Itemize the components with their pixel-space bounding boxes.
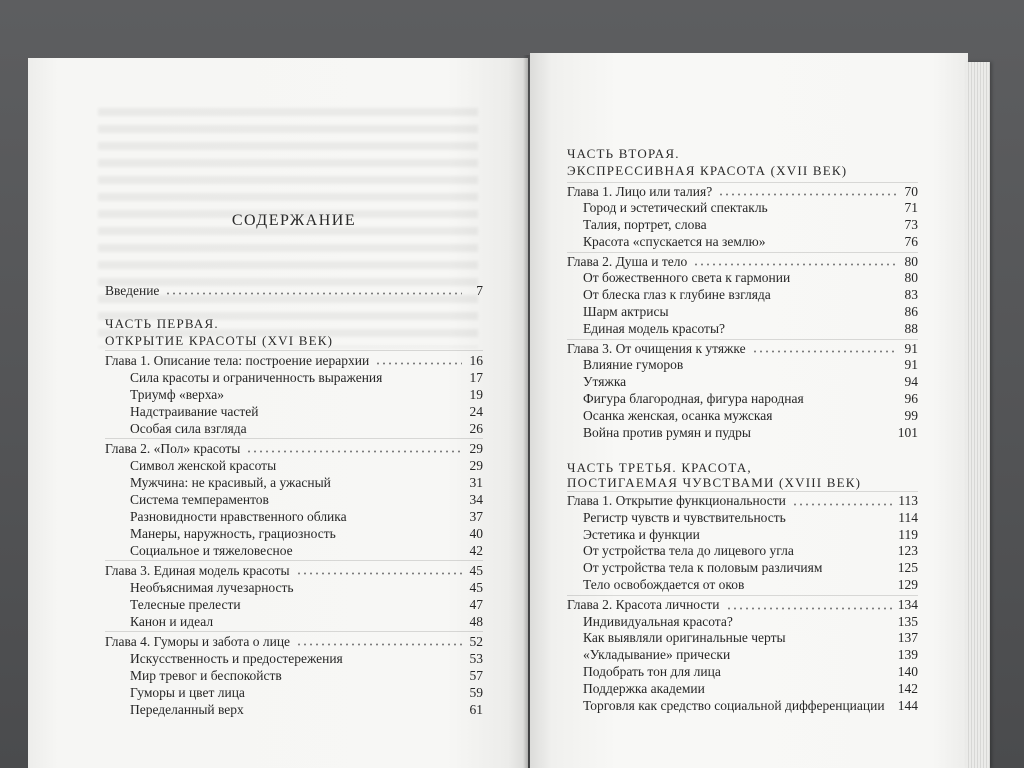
- entry-title: Глава 2. Красота личности: [567, 596, 720, 612]
- right-page: [530, 53, 968, 768]
- toc-subsection-entry: [567, 408, 918, 425]
- toc-subsection-entry: [567, 681, 918, 698]
- entry-title: Поддержка академии: [583, 680, 705, 696]
- toc-sections: [567, 145, 918, 715]
- entry-title: Переделанный верх: [130, 701, 244, 717]
- toc-chapter-entry: [105, 352, 483, 369]
- entry-title: Красота «спускается на землю»: [583, 233, 766, 249]
- entry-spacer: [891, 707, 893, 710]
- entry-title: Надстраивание частей: [130, 403, 259, 419]
- page-number: 139: [897, 647, 918, 663]
- entry-title: Сила красоты и ограниченность выражения: [130, 369, 383, 385]
- entry-title: Мужчина: не красивый, а ужасный: [130, 474, 331, 490]
- entry-title: Глава 3. От очищения к утяжке: [567, 340, 746, 356]
- toc-subsection-entry: [105, 386, 483, 403]
- toc-part-section: [567, 145, 918, 442]
- entry-spacer: [632, 384, 897, 387]
- entry-spacer: [750, 587, 892, 590]
- page-number: 16: [469, 352, 483, 368]
- toc-subsection-entry: [567, 614, 918, 631]
- page-number: 70: [904, 183, 918, 199]
- entry-spacer: [265, 413, 462, 416]
- entry-spacer: [275, 501, 462, 504]
- page-number: 86: [904, 304, 918, 320]
- dot-leader: [246, 450, 462, 453]
- toc-sections: [105, 315, 483, 718]
- left-toc: [105, 210, 483, 718]
- page-number: 53: [469, 650, 483, 666]
- entry-title: Единая модель красоты?: [583, 320, 726, 336]
- entry-spacer: [810, 401, 897, 404]
- toc-subsection-entry: [105, 403, 483, 420]
- entry-title: Фигура благородная, фигура народная: [583, 391, 804, 407]
- toc-subsection-entry: [567, 698, 918, 715]
- entry-title: Влияние гуморов: [583, 357, 684, 373]
- toc-subsection-entry: [105, 579, 483, 596]
- entry-title: Мир тревог и беспокойств: [130, 667, 282, 683]
- toc-subsection-entry: [567, 304, 918, 321]
- entry-title: Глава 2. «Пол» красоты: [105, 440, 241, 456]
- entry-title: Регистр чувств и чувствительность: [583, 509, 786, 525]
- entry-spacer: [219, 623, 462, 626]
- entry-spacer: [771, 244, 897, 247]
- part-heading-line: ЧАСТЬ ВТОРАЯ.: [567, 145, 680, 161]
- entry-title: Особая сила взгляда: [130, 420, 247, 436]
- toc-subsection-entry: [567, 321, 918, 338]
- page-number: 24: [469, 403, 483, 419]
- toc-subsection-entry: [567, 357, 918, 374]
- part-heading: [567, 460, 918, 490]
- toc-subsection-entry: [567, 664, 918, 681]
- entry-spacer: [247, 606, 462, 609]
- entry-title: Осанка женская, осанка мужская: [583, 407, 773, 423]
- dot-leader: [296, 643, 462, 646]
- toc-subsection-entry: [567, 647, 918, 664]
- entry-spacer: [711, 691, 893, 694]
- entry-title: Подобрать тон для лица: [583, 663, 721, 679]
- entry-title: Глава 3. Единая модель красоты: [105, 562, 290, 578]
- toc-subsection-entry: [567, 234, 918, 251]
- entry-spacer: [251, 694, 462, 697]
- toc-subsection-entry: [567, 543, 918, 560]
- right-toc: [567, 145, 918, 715]
- page-number: 142: [897, 680, 918, 696]
- entry-spacer: [689, 367, 897, 370]
- entry-spacer: [736, 657, 893, 660]
- page-number: 144: [897, 697, 918, 713]
- entry-spacer: [300, 589, 462, 592]
- toc-chapter-entry: [105, 633, 483, 650]
- dot-leader: [165, 292, 462, 295]
- toc-subsection-entry: [567, 374, 918, 391]
- entry-spacer: [288, 677, 462, 680]
- part-heading-line: ОТКРЫТИЕ КРАСОТЫ (XVI ВЕК): [105, 332, 334, 348]
- entry-spacer: [800, 553, 893, 556]
- page-number: 19: [469, 386, 483, 402]
- page-number: 114: [898, 509, 918, 525]
- entry-title: Необъяснимая лучезарность: [130, 579, 294, 595]
- part-heading-line: ЧАСТЬ ТРЕТЬЯ. КРАСОТА,: [567, 459, 752, 475]
- entry-title: Телесные прелести: [130, 596, 241, 612]
- entry-spacer: [253, 430, 462, 433]
- toc-subsection-entry: [105, 525, 483, 542]
- entry-spacer: [250, 711, 462, 714]
- page-number: 34: [469, 491, 483, 507]
- part-heading-line: ЧАСТЬ ПЕРВАЯ.: [105, 315, 219, 331]
- toc-chapter-entry: [567, 254, 918, 271]
- page-number: 48: [469, 613, 483, 629]
- entry-spacer: [342, 535, 462, 538]
- page-number: 7: [476, 282, 483, 298]
- entry-title: Индивидуальная красота?: [583, 613, 733, 629]
- toc-subsection-entry: [567, 510, 918, 527]
- page-number: 91: [904, 357, 918, 373]
- entry-spacer: [731, 331, 897, 334]
- entry-title: Как выявляли оригинальные черты: [583, 630, 786, 646]
- entry-title: Глава 2. Душа и тело: [567, 253, 688, 269]
- entry-spacer: [299, 552, 462, 555]
- entry-spacer: [777, 297, 897, 300]
- toc-subsection-entry: [105, 701, 483, 718]
- page-number: 83: [904, 287, 918, 303]
- toc-subsection-entry: [105, 491, 483, 508]
- toc-subsection-entry: [567, 527, 918, 544]
- toc-subsection-entry: [567, 217, 918, 234]
- page-number: 76: [904, 233, 918, 249]
- page-number: 80: [904, 253, 918, 269]
- toc-subsection-entry: [105, 650, 483, 667]
- toc-subsection-entry: [567, 425, 918, 442]
- page-number: 134: [897, 596, 918, 612]
- entry-title: Эстетика и функции: [583, 526, 700, 542]
- page-number: 57: [469, 667, 483, 683]
- toc-chapter-entry: [105, 562, 483, 579]
- page-number: 101: [897, 424, 918, 440]
- toc-subsection-entry: [105, 474, 483, 491]
- entry-spacer: [388, 379, 462, 382]
- page-number: 37: [469, 508, 483, 524]
- entry-title: Система темпераментов: [130, 491, 269, 507]
- entry-spacer: [337, 484, 462, 487]
- entry-title: Глава 1. Описание тела: построение иерархии: [105, 352, 370, 368]
- page-number: 88: [904, 320, 918, 336]
- entry-title: Манеры, наружность, грациозность: [130, 525, 336, 541]
- entry-spacer: [796, 280, 897, 283]
- entry-title: Разновидности нравственного облика: [130, 508, 347, 524]
- page-number: 40: [469, 525, 483, 541]
- entry-title: «Укладывание» прически: [583, 647, 731, 663]
- entry-spacer: [792, 640, 893, 643]
- entry-title: Шарм актрисы: [583, 304, 669, 320]
- page-number: 129: [897, 576, 918, 592]
- entry-title: Торговля как средство социальной дифференциации: [583, 697, 885, 713]
- entry-spacer: [757, 434, 893, 437]
- page-number: 94: [904, 374, 918, 390]
- toc-subsection-entry: [567, 200, 918, 217]
- toc-subsection-entry: [105, 542, 483, 559]
- toc-subsection-entry: [567, 270, 918, 287]
- entry-spacer: [713, 227, 897, 230]
- dot-leader: [726, 607, 893, 610]
- entry-title: Глава 4. Гуморы и забота о лице: [105, 633, 291, 649]
- entry-title: Война против румян и пудры: [583, 424, 751, 440]
- entry-title: Социальное и тяжеловесное: [130, 542, 293, 558]
- entry-title: Город и эстетический спектакль: [583, 200, 768, 216]
- toc-subsection-entry: [105, 420, 483, 437]
- page-number: 31: [469, 474, 483, 490]
- dot-leader: [375, 362, 462, 365]
- page-number: 80: [904, 270, 918, 286]
- entry-title: Канон и идеал: [130, 613, 214, 629]
- toc-chapter-entry: [567, 493, 918, 510]
- page-number: 135: [897, 613, 918, 629]
- page-number: 29: [469, 457, 483, 473]
- toc-entry-introduction: [105, 282, 483, 299]
- toc-subsection-entry: [105, 508, 483, 525]
- page-number: 113: [898, 492, 918, 508]
- part-heading: [105, 315, 483, 349]
- page-number: 73: [904, 217, 918, 233]
- entry-spacer: [727, 674, 893, 677]
- dot-leader: [296, 572, 462, 575]
- page-number: 47: [469, 596, 483, 612]
- toc-subsection-entry: [567, 630, 918, 647]
- entry-spacer: [828, 570, 892, 573]
- entry-title: Символ женской красоты: [130, 457, 277, 473]
- page-title: СОДЕРЖАНИЕ: [231, 212, 357, 229]
- entry-spacer: [353, 518, 462, 521]
- entry-title: От устройства тела к половым различиям: [583, 560, 823, 576]
- entry-spacer: [230, 396, 462, 399]
- entry-title: От устройства тела до лицевого угла: [583, 543, 794, 559]
- toc-subsection-entry: [105, 369, 483, 386]
- entry-title: От божественного света к гармонии: [583, 270, 791, 286]
- entry-title: Триумф «верха»: [130, 386, 225, 402]
- entry-spacer: [706, 536, 893, 539]
- toc-subsection-entry: [105, 596, 483, 613]
- page-number: 45: [469, 579, 483, 595]
- page-number: 99: [904, 407, 918, 423]
- toc-subsection-entry: [105, 667, 483, 684]
- toc-chapter-entry: [567, 341, 918, 358]
- dot-leader: [752, 350, 897, 353]
- toc-chapter-entry: [105, 440, 483, 457]
- dot-leader: [693, 263, 897, 266]
- toc-subsection-entry: [567, 577, 918, 594]
- page-number: 125: [897, 560, 918, 576]
- entry-title: Талия, портрет, слова: [583, 217, 707, 233]
- entry-spacer: [778, 418, 897, 421]
- entry-title: Искусственность и предостережения: [130, 650, 343, 666]
- page-number: 52: [469, 633, 483, 649]
- page-number: 17: [469, 369, 483, 385]
- page-number: 42: [469, 542, 483, 558]
- entry-spacer: [774, 210, 897, 213]
- entry-title: Введение: [105, 282, 160, 298]
- part-heading-line: ЭКСПРЕССИВНАЯ КРАСОТА (XVII ВЕК): [567, 162, 848, 178]
- toc-subsection-entry: [567, 560, 918, 577]
- page-number: 140: [897, 663, 918, 679]
- part-heading-line: ПОСТИГАЕМАЯ ЧУВСТВАМИ (XVIII ВЕК): [567, 474, 862, 490]
- entry-spacer: [739, 623, 893, 626]
- page-number: 26: [469, 420, 483, 436]
- dot-leader: [792, 503, 893, 506]
- page-number: 119: [898, 526, 918, 542]
- page-number: 91: [904, 340, 918, 356]
- part-heading: [567, 145, 918, 179]
- entry-spacer: [349, 660, 462, 663]
- toc-subsection-entry: [567, 391, 918, 408]
- page-number: 29: [469, 440, 483, 456]
- dot-leader: [718, 193, 897, 196]
- toc-subsection-entry: [105, 457, 483, 474]
- left-page: [28, 58, 528, 768]
- entry-title: Тело освобождается от оков: [583, 576, 745, 592]
- entry-spacer: [675, 314, 897, 317]
- page-number: 137: [897, 630, 918, 646]
- toc-part-section: [567, 460, 918, 714]
- page-number: 71: [904, 200, 918, 216]
- page-block-edges: [966, 62, 990, 768]
- toc-subsection-entry: [105, 613, 483, 630]
- toc-chapter-entry: [567, 184, 918, 201]
- toc-part-section: [105, 315, 483, 718]
- toc-chapter-entry: [567, 597, 918, 614]
- toc-subsection-entry: [567, 287, 918, 304]
- entry-title: Утяжка: [583, 374, 627, 390]
- entry-title: Глава 1. Открытие функциональности: [567, 492, 786, 508]
- toc-subsection-entry: [105, 684, 483, 701]
- entry-spacer: [792, 520, 893, 523]
- page-number: 96: [904, 391, 918, 407]
- entry-spacer: [282, 467, 462, 470]
- page-number: 59: [469, 684, 483, 700]
- entry-title: От блеска глаз к глубине взгляда: [583, 287, 771, 303]
- page-number: 61: [469, 701, 483, 717]
- page-number: 45: [469, 562, 483, 578]
- page-number: 123: [897, 543, 918, 559]
- entry-title: Гуморы и цвет лица: [130, 684, 245, 700]
- entry-title: Глава 1. Лицо или талия?: [567, 183, 713, 199]
